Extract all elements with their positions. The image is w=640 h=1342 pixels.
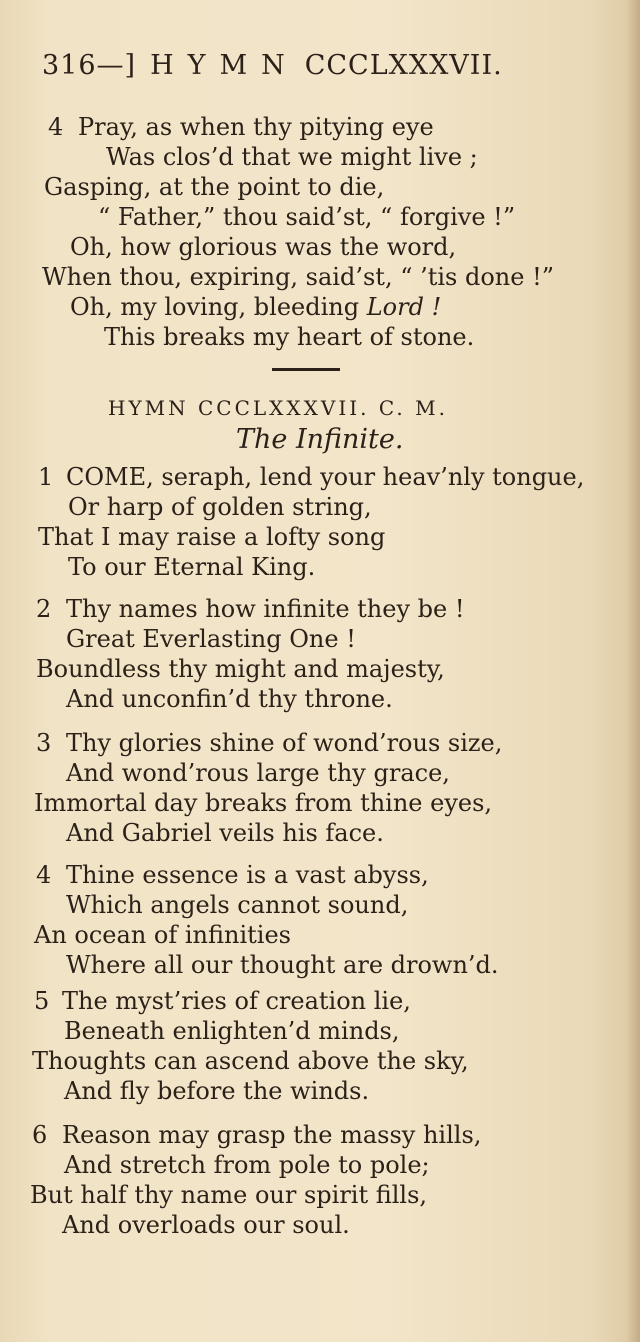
- verse-line: Thine essence is a vast abyss,: [66, 861, 429, 889]
- italic-lord: Lord !: [366, 293, 442, 321]
- verse-line-text: Oh, my loving, bleeding: [70, 293, 367, 321]
- verse-line: Thy names how infinite they be !: [66, 595, 465, 623]
- stanza-number: 1: [38, 463, 54, 491]
- verse-line: Or harp of golden string,: [68, 493, 372, 521]
- verse-line: This breaks my heart of stone.: [104, 323, 475, 351]
- stanza-number: 3: [36, 729, 52, 757]
- verse-line: Great Everlasting One !: [66, 625, 356, 653]
- section-divider: [272, 368, 340, 371]
- stanza-number: 4: [36, 861, 52, 889]
- verse-line: An ocean of infinities: [34, 921, 291, 949]
- page-edge-shadow: [626, 0, 640, 1342]
- hymn-subtitle: The Infinite.: [236, 424, 404, 455]
- stanza-number: 2: [36, 595, 52, 623]
- verse-line: Which angels cannot sound,: [66, 891, 409, 919]
- verse-line: Thy glories shine of wond’rous size,: [66, 729, 503, 757]
- header-hymn-word: HYMN: [150, 50, 299, 81]
- stanza-number: 6: [32, 1121, 48, 1149]
- stanza-number: 4: [48, 113, 64, 141]
- page-number: 316—]: [42, 50, 137, 81]
- hymn-title: HYMN CCCLXXXVII. C. M.: [108, 396, 448, 420]
- stanza-number: 5: [34, 987, 50, 1015]
- verse-line: The myst’ries of creation lie,: [62, 987, 411, 1015]
- running-header: [42, 50, 562, 81]
- verse-line: And overloads our soul.: [62, 1211, 350, 1239]
- verse-line: Beneath enlighten’d minds,: [64, 1017, 400, 1045]
- verse-line: But half thy name our spirit fills,: [30, 1181, 428, 1209]
- verse-line: Pray, as when thy pitying eye: [78, 113, 434, 141]
- verse-line: Immortal day breaks from thine eyes,: [34, 789, 493, 817]
- verse-line: To our Eternal King.: [68, 553, 316, 581]
- verse-line: [70, 292, 441, 322]
- verse-line: And Gabriel veils his face.: [66, 819, 384, 847]
- verse-line: Reason may grasp the massy hills,: [62, 1121, 482, 1149]
- verse-line: Gasping, at the point to die,: [44, 173, 385, 201]
- verse-line: COME, seraph, lend your heav’nly tongue,: [66, 463, 585, 491]
- verse-line: Where all our thought are drown’d.: [66, 951, 499, 979]
- verse-line: And fly before the winds.: [64, 1077, 370, 1105]
- verse-line: “ Father,” thou said’st, “ forgive !”: [98, 203, 516, 231]
- verse-line: That I may raise a lofty song: [38, 523, 386, 551]
- verse-line: When thou, expiring, said’st, “ ’tis done !”: [42, 263, 555, 291]
- verse-line: And unconfin’d thy throne.: [66, 685, 393, 713]
- verse-line: Was clos’d that we might live ;: [106, 143, 478, 171]
- verse-line: Boundless thy might and majesty,: [36, 655, 445, 683]
- verse-line: Oh, how glorious was the word,: [70, 233, 457, 261]
- verse-line: And wond’rous large thy grace,: [66, 759, 450, 787]
- verse-line: Thoughts can ascend above the sky,: [32, 1047, 469, 1075]
- header-hymn-number: CCCLXXXVII.: [304, 50, 503, 81]
- verse-line: And stretch from pole to pole;: [64, 1151, 430, 1179]
